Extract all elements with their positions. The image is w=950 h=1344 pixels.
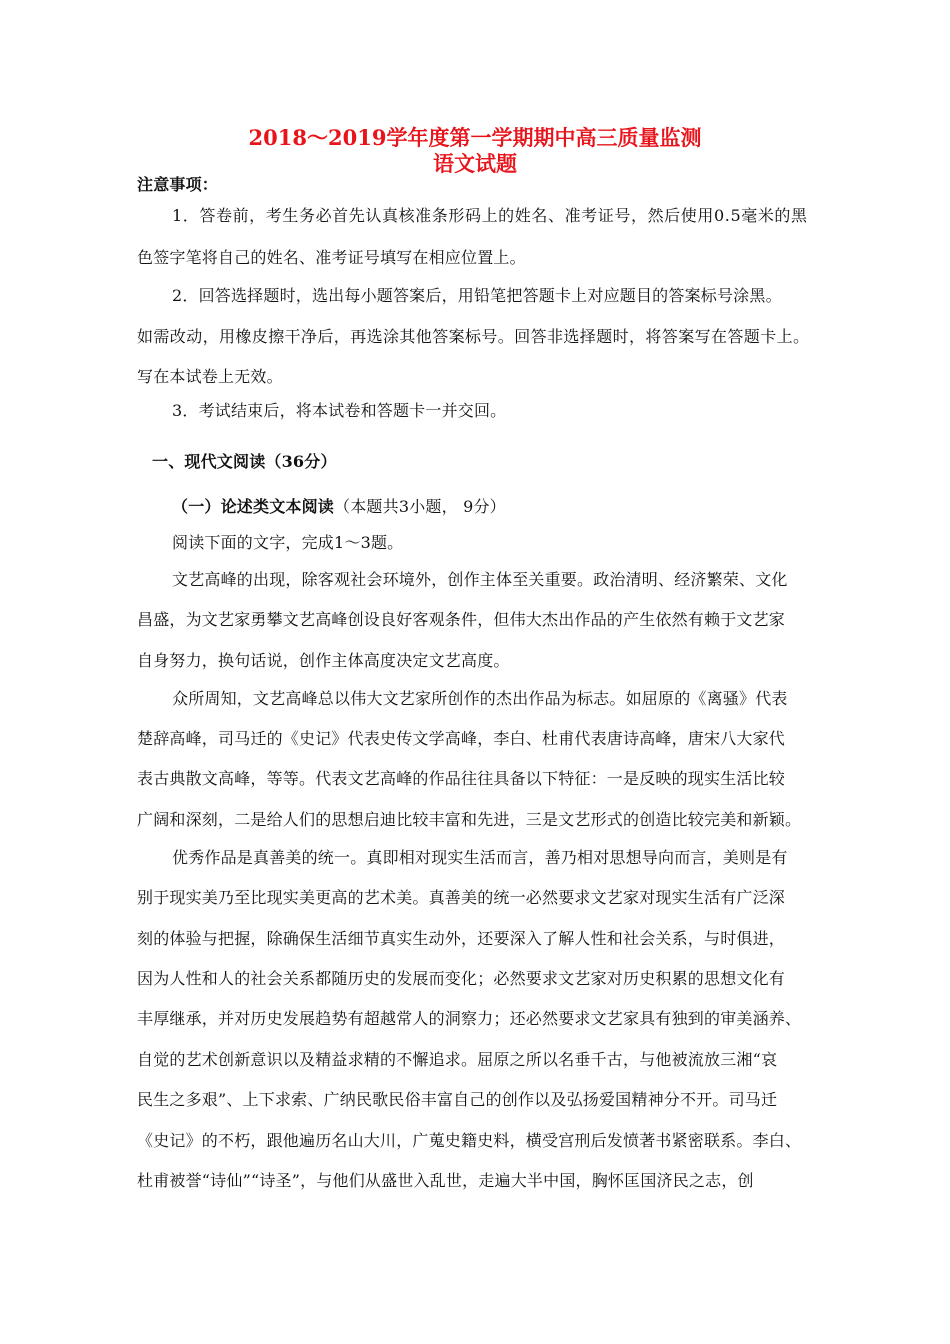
paragraph-line: 杜甫被誉“诗仙”“诗圣”，与他们从盛世入乱世，走遍大半中国，胸怀匡国济民之志，创 (137, 1171, 754, 1190)
exam-subtitle: 语文试题 (433, 151, 517, 176)
paragraph-line: 别于现实美乃至比现实美更高的艺术美。真善美的统一必然要求文艺家对现实生活有广泛深 (137, 888, 786, 907)
notes-heading: 注意事项： (137, 175, 219, 194)
notes-line: 如需改动，用橡皮擦干净后，再选涂其他答案标号。回答非选择题时，将答案写在答题卡上。 (137, 327, 810, 346)
notes-line: 3．考试结束后，将本试卷和答题卡一并交回。 (172, 401, 507, 420)
paragraph-line: 自身努力，换句话说，创作主体高度决定文艺高度。 (137, 651, 510, 670)
paragraph-line: 刻的体验与把握，除确保生活细节真实生动外，还要深入了解人性和社会关系，与时俱进， (137, 929, 786, 948)
subsection-note: （本题共3小题， 9分） (334, 497, 506, 516)
paragraph-line: 自觉的艺术创新意识以及精益求精的不懈追求。屈原之所以名垂千古，与他被流放三湘“哀 (137, 1050, 778, 1069)
subsection-title-line (172, 496, 506, 518)
paragraph-line: 优秀作品是真善美的统一。真即相对现实生活而言，善乃相对思想导向而言，美则是有 (172, 848, 788, 867)
paragraph-line: 众所周知，文艺高峰总以伟大文艺家所创作的杰出作品为标志。如屈原的《离骚》代表 (172, 689, 788, 708)
paragraph-line: 文艺高峰的出现，除客观社会环境外，创作主体至关重要。政治清明、经济繁荣、文化 (172, 570, 788, 589)
paragraph-line: 丰厚继承，并对历史发展趋势有超越常人的洞察力；还必然要求文艺家具有独到的审美涵养、 (137, 1009, 802, 1028)
notes-line: 2．回答选择题时，选出每小题答案后，用铅笔把答题卡上对应题目的答案标号涂黑。 (172, 286, 782, 305)
notes-line: 色签字笔将自己的姓名、准考证号填写在相应位置上。 (137, 248, 526, 267)
paragraph-line: 昌盛，为文艺家勇攀文艺高峰创设良好客观条件，但伟大杰出作品的产生依然有赖于文艺家 (137, 610, 786, 629)
reading-instruction: 阅读下面的文字，完成1～3题。 (172, 533, 404, 552)
paragraph-line: 表古典散文高峰，等等。代表文艺高峰的作品往往具备以下特征：一是反映的现实生活比较 (137, 769, 786, 788)
notes-line: 写在本试卷上无效。 (137, 367, 283, 386)
section-heading: 一、现代文阅读（36分） (152, 452, 337, 471)
paragraph-line: 广阔和深刻，二是给人们的思想启迪比较丰富和先进，三是文艺形式的创造比较完美和新颖。 (137, 810, 802, 829)
exam-title: 2018～2019学年度第一学期期中高三质量监测 (248, 125, 702, 150)
paragraph-line: 《史记》的不朽，跟他遍历名山大川，广蒐史籍史料，横受宫刑后发愤著书紧密联系。李白、 (137, 1131, 802, 1150)
paragraph-line: 因为人性和人的社会关系都随历史的发展而变化；必然要求文艺家对历史积累的思想文化有 (137, 969, 786, 988)
paragraph-line: 民生之多艰”、上下求索、广纳民歌民俗丰富自己的创作以及弘扬爱国精神分不开。司马迁 (137, 1090, 778, 1109)
notes-line: 1．答卷前，考生务必首先认真核准条形码上的姓名、准考证号，然后使用0.5毫米的黑 (172, 206, 808, 225)
paragraph-line: 楚辞高峰，司马迁的《史记》代表史传文学高峰，李白、杜甫代表唐诗高峰，唐宋八大家代 (137, 729, 786, 748)
subsection-title: （一）论述类文本阅读 (172, 497, 335, 516)
